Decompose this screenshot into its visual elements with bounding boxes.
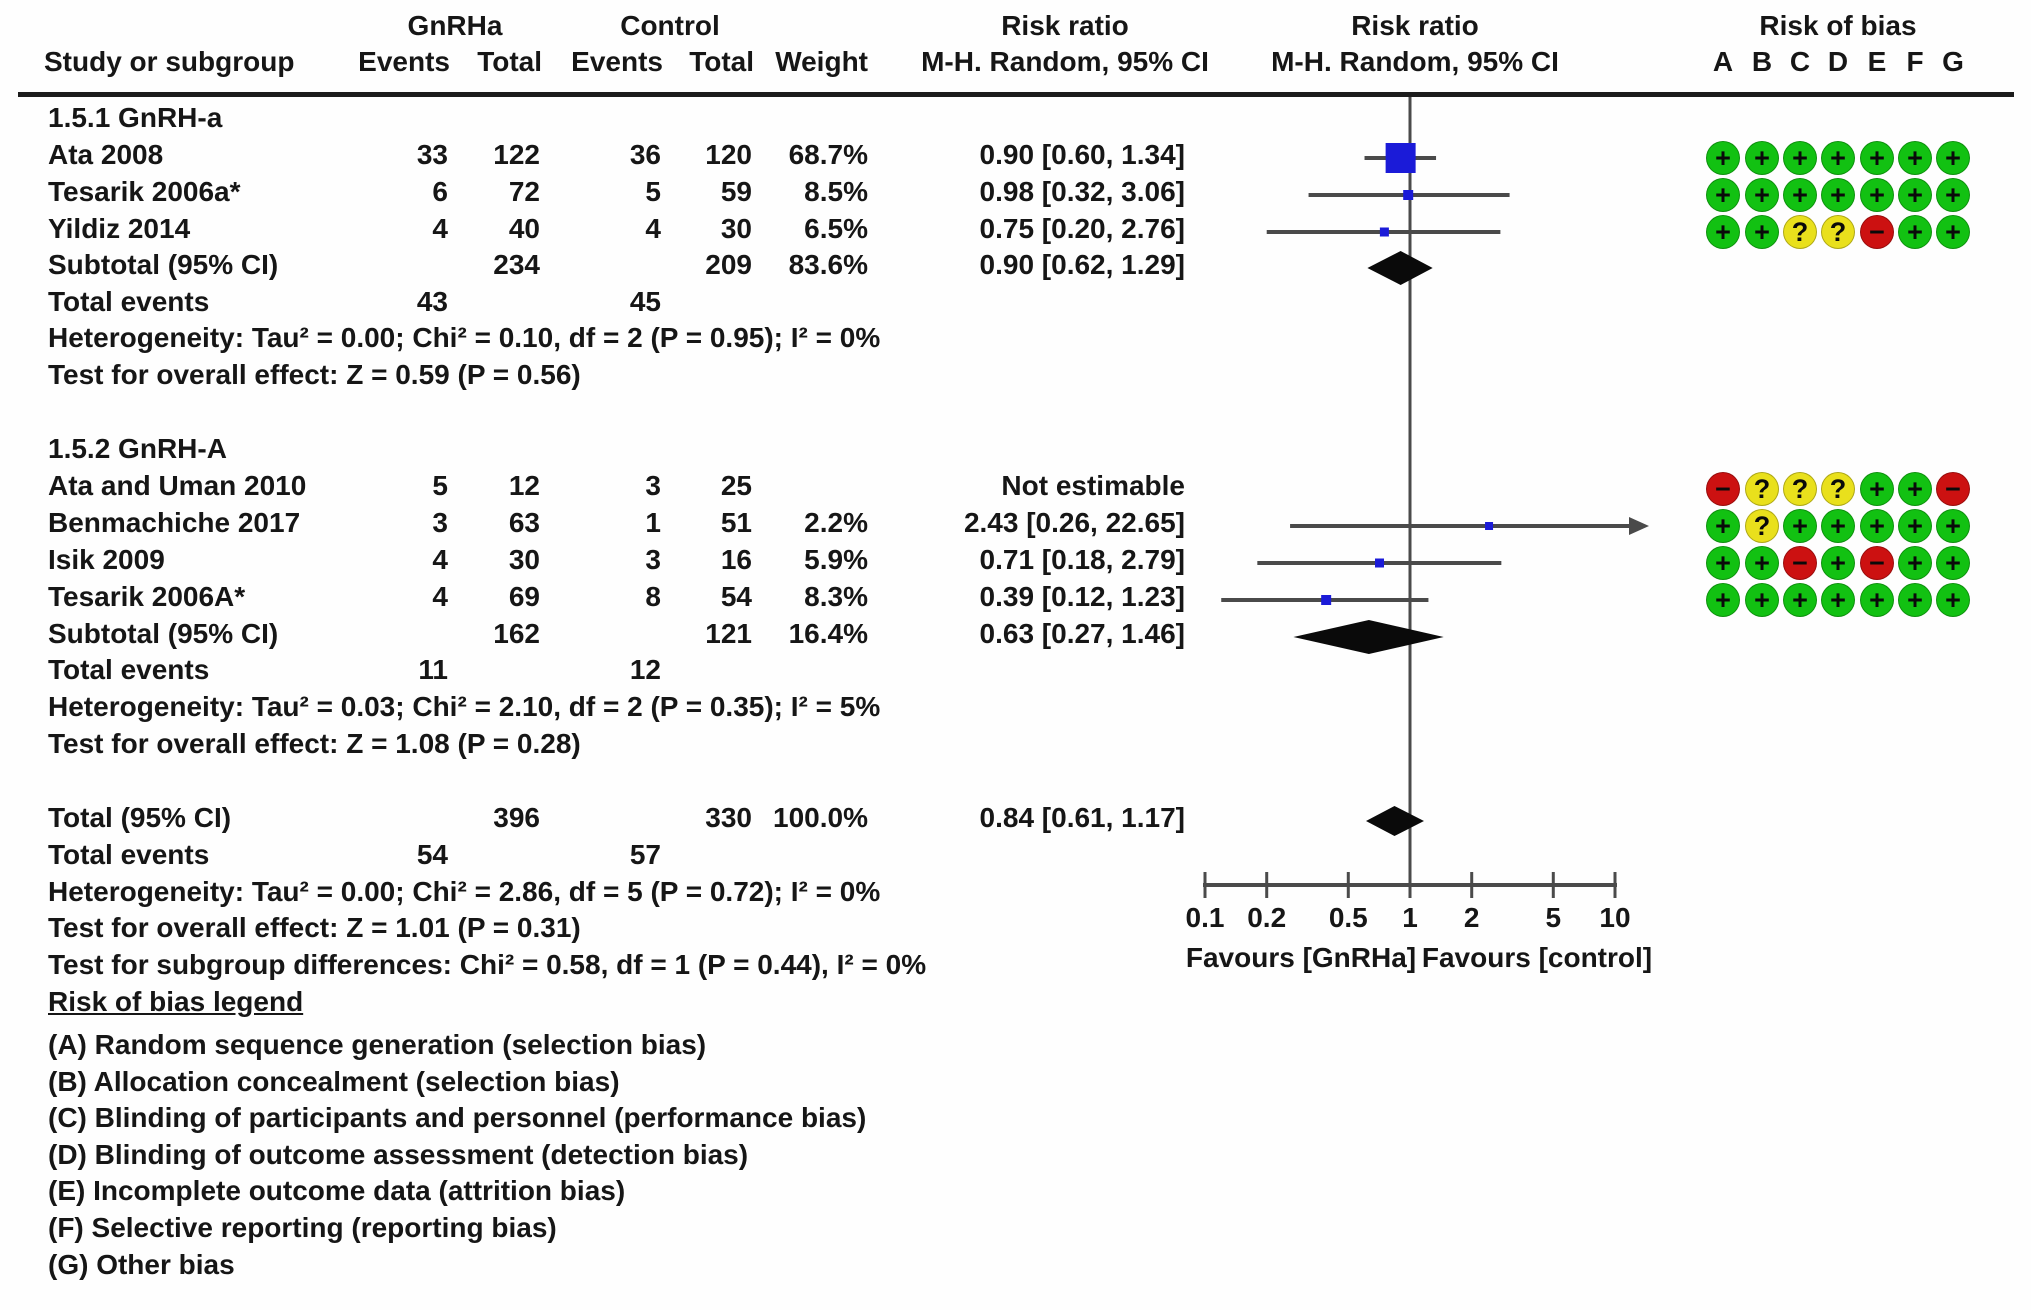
study-row-w: 8.3% <box>804 581 868 612</box>
study-row-e2: 1 <box>645 507 661 538</box>
axis-tick-label: 2 <box>1463 902 1480 933</box>
favours-left-label: Favours [GnRHa] <box>1185 942 1417 973</box>
weight-column-header: Weight <box>775 46 868 77</box>
study-row-t1: 63 <box>508 507 540 538</box>
study-row-rr-text: 0.98 [0.32, 3.06] <box>979 176 1185 207</box>
subgroup-differences-row-label: Test for subgroup differences: Chi² = 0.58, df = 1 (P = 0.44), I² = 0% <box>48 949 927 980</box>
rob-judgement-F-low: + <box>1898 215 1932 249</box>
legend-item-row-label: (A) Random sequence generation (selection bias) <box>48 1029 707 1060</box>
subtotal-row-t1: 234 <box>493 249 540 280</box>
rob-column-letter-G: G <box>1942 46 1964 77</box>
events-column-header-treatment: Events <box>358 46 450 77</box>
total-events-row-e1: 54 <box>416 839 448 870</box>
study-row-rr-text: 0.71 [0.18, 2.79] <box>979 544 1185 575</box>
subtotal-row-label: Subtotal (95% CI) <box>48 249 279 280</box>
rob-judgement-A-low: + <box>1706 583 1740 617</box>
total-events-row-label: Total events <box>48 286 210 317</box>
rob-judgement-A-low: + <box>1706 509 1740 543</box>
total-row-t1: 396 <box>493 802 540 833</box>
rob-judgement-A-low: + <box>1706 546 1740 580</box>
study-row-e2: 8 <box>645 581 661 612</box>
study-row-t1: 72 <box>508 176 540 207</box>
study-row-w: 8.5% <box>804 176 868 207</box>
subtotal-row-rr-text: 0.63 [0.27, 1.46] <box>979 618 1185 649</box>
study-row-e2: 3 <box>645 470 661 501</box>
study-row-t2: 54 <box>720 581 752 612</box>
study-row-label: Tesarik 2006A* <box>48 581 246 612</box>
subtotal-row-w: 83.6% <box>788 249 868 280</box>
study-row-t1: 12 <box>508 470 540 501</box>
total-row-label: Total (95% CI) <box>48 802 232 833</box>
legend-item-row-label: (C) Blinding of participants and personnel (performance bias) <box>48 1102 867 1133</box>
rob-judgement-D-low: + <box>1821 546 1855 580</box>
rob-judgement-E-low: + <box>1860 141 1894 175</box>
rob-judgement-G-low: + <box>1936 509 1970 543</box>
subtotal-row-t2: 209 <box>705 249 752 280</box>
rob-judgement-C-unclear: ? <box>1783 472 1817 506</box>
total-events-row-label: Total events <box>48 839 210 870</box>
effect-square <box>1380 228 1389 237</box>
rob-judgement-B-low: + <box>1745 583 1779 617</box>
rob-judgement-D-unclear: ? <box>1821 215 1855 249</box>
ci-arrow-right <box>1629 517 1649 535</box>
subtotal-row-label: Subtotal (95% CI) <box>48 618 279 649</box>
total-row-t2: 330 <box>705 802 752 833</box>
study-row-t1: 69 <box>508 581 540 612</box>
study-row-t2: 120 <box>705 139 752 170</box>
rob-judgement-G-high: − <box>1936 472 1970 506</box>
study-row-e2: 5 <box>645 176 661 207</box>
method-ci-header-text-col: M-H. Random, 95% CI <box>921 46 1209 77</box>
legend-item-row-label: (E) Incomplete outcome data (attrition bias) <box>48 1175 626 1206</box>
subtotal-row-t2: 121 <box>705 618 752 649</box>
study-row-e1: 4 <box>432 544 448 575</box>
rob-judgement-A-low: + <box>1706 178 1740 212</box>
rob-judgement-E-low: + <box>1860 472 1894 506</box>
study-row-e2: 3 <box>645 544 661 575</box>
total-diamond <box>1366 806 1424 836</box>
rob-judgement-C-low: + <box>1783 141 1817 175</box>
study-row-e1: 6 <box>432 176 448 207</box>
study-row-rr-text: 2.43 [0.26, 22.65] <box>963 507 1185 538</box>
rob-judgement-E-low: + <box>1860 509 1894 543</box>
rob-judgement-A-high: − <box>1706 472 1740 506</box>
rob-judgement-D-low: + <box>1821 509 1855 543</box>
study-row-label: Ata and Uman 2010 <box>48 470 307 501</box>
rob-judgement-F-low: + <box>1898 546 1932 580</box>
rob-judgement-B-unclear: ? <box>1745 472 1779 506</box>
total-column-header-control: Total <box>689 46 754 77</box>
study-row-t1: 40 <box>508 213 540 244</box>
total-row-w: 100.0% <box>773 802 868 833</box>
rob-judgement-C-low: + <box>1783 583 1817 617</box>
rob-judgement-D-unclear: ? <box>1821 472 1855 506</box>
study-row-t2: 16 <box>720 544 752 575</box>
study-row-w: 5.9% <box>804 544 868 575</box>
study-row-rr-text: 0.90 [0.60, 1.34] <box>979 139 1185 170</box>
total-events-row-label: Total events <box>48 654 210 685</box>
study-row-w: 6.5% <box>804 213 868 244</box>
risk-ratio-plot-header: Risk ratio <box>1351 10 1479 41</box>
total-events-row-e1: 11 <box>418 654 448 685</box>
study-row-w: 68.7% <box>788 139 868 170</box>
legend-item-row-label: (B) Allocation concealment (selection bias) <box>48 1066 620 1097</box>
rob-judgement-F-low: + <box>1898 178 1932 212</box>
study-row-e2: 4 <box>645 213 661 244</box>
study-row-w: 2.2% <box>804 507 868 538</box>
rob-judgement-B-low: + <box>1745 546 1779 580</box>
rob-judgement-G-low: + <box>1936 178 1970 212</box>
total-row-rr-text: 0.84 [0.61, 1.17] <box>979 802 1185 833</box>
study-row-label: Isik 2009 <box>48 544 165 575</box>
study-row-t2: 59 <box>720 176 752 207</box>
rob-judgement-B-unclear: ? <box>1745 509 1779 543</box>
axis-tick-label: 10 <box>1599 902 1631 933</box>
study-row-e1: 3 <box>432 507 448 538</box>
rob-judgement-D-low: + <box>1821 178 1855 212</box>
total-column-header-treatment: Total <box>477 46 542 77</box>
legend-item-row-label: (F) Selective reporting (reporting bias) <box>48 1212 557 1243</box>
rob-judgement-F-low: + <box>1898 141 1932 175</box>
study-row-rr-text: 0.39 [0.12, 1.23] <box>979 581 1185 612</box>
axis-tick-label: 0.5 <box>1328 902 1368 933</box>
rob-judgement-B-low: + <box>1745 141 1779 175</box>
subtotal-row-t1: 162 <box>493 618 540 649</box>
study-row-label: Ata 2008 <box>48 139 164 170</box>
rob-judgement-D-low: + <box>1821 141 1855 175</box>
rob-judgement-F-low: + <box>1898 509 1932 543</box>
study-row-e2: 36 <box>629 139 661 170</box>
favours-right-label: Favours [control] <box>1421 942 1653 973</box>
rob-judgement-C-unclear: ? <box>1783 215 1817 249</box>
study-row-t2: 30 <box>720 213 752 244</box>
rob-judgement-B-low: + <box>1745 215 1779 249</box>
risk-ratio-text-header: Risk ratio <box>1001 10 1129 41</box>
rob-judgement-G-low: + <box>1936 215 1970 249</box>
rob-judgement-B-low: + <box>1745 178 1779 212</box>
study-row-label: Benmachiche 2017 <box>48 507 301 538</box>
control-group-header: Control <box>620 10 720 41</box>
axis-tick-label: 0.2 <box>1247 902 1287 933</box>
study-row-label: Yildiz 2014 <box>48 213 191 244</box>
effect-square <box>1321 595 1331 605</box>
study-row-e1: 4 <box>432 213 448 244</box>
rob-judgement-C-low: + <box>1783 509 1817 543</box>
subtotal-diamond <box>1367 251 1432 285</box>
study-column-header: Study or subgroup <box>44 46 295 77</box>
study-row-e1: 4 <box>432 581 448 612</box>
heterogeneity-row-label: Heterogeneity: Tau² = 0.00; Chi² = 0.10, df = 2 (P = 0.95); I² = 0% <box>48 322 881 353</box>
total-events-row-e2: 12 <box>629 654 661 685</box>
subtotal-row-w: 16.4% <box>788 618 868 649</box>
risk-of-bias-header: Risk of bias <box>1759 10 1917 41</box>
effect-square <box>1403 190 1413 200</box>
axis-tick-label: 0.1 <box>1185 902 1225 933</box>
rob-judgement-A-low: + <box>1706 215 1740 249</box>
rob-judgement-E-high: − <box>1860 215 1894 249</box>
rob-judgement-D-low: + <box>1821 583 1855 617</box>
overall-effect-row-label: Test for overall effect: Z = 1.08 (P = 0.28) <box>48 728 581 759</box>
study-row-e1: 33 <box>416 139 448 170</box>
treatment-group-header: GnRHa <box>407 10 503 41</box>
effect-square <box>1485 522 1493 530</box>
study-row-t2: 51 <box>720 507 752 538</box>
rob-column-letter-D: D <box>1827 46 1849 77</box>
rob-judgement-C-high: − <box>1783 546 1817 580</box>
rob-judgement-E-low: + <box>1860 583 1894 617</box>
rob-judgement-G-low: + <box>1936 546 1970 580</box>
study-row-t2: 25 <box>720 470 752 501</box>
legend-item-row-label: (D) Blinding of outcome assessment (detection bias) <box>48 1139 749 1170</box>
study-row-rr-text: 0.75 [0.20, 2.76] <box>979 213 1185 244</box>
rob-judgement-F-low: + <box>1898 472 1932 506</box>
total-events-row-e1: 43 <box>416 286 448 317</box>
method-ci-header-plot-col: M-H. Random, 95% CI <box>1271 46 1559 77</box>
axis-tick-label: 5 <box>1545 902 1562 933</box>
heterogeneity-row-label: Heterogeneity: Tau² = 0.03; Chi² = 2.10, df = 2 (P = 0.35); I² = 5% <box>48 691 881 722</box>
rob-judgement-A-low: + <box>1706 141 1740 175</box>
group-label-row-label: 1.5.2 GnRH-A <box>48 433 227 464</box>
subtotal-diamond <box>1293 620 1443 654</box>
subtotal-row-rr-text: 0.90 [0.62, 1.29] <box>979 249 1185 280</box>
rob-judgement-E-high: − <box>1860 546 1894 580</box>
group-label-row-label: 1.5.1 GnRH-a <box>48 102 223 133</box>
study-row-t1: 30 <box>508 544 540 575</box>
total-events-row-e2: 45 <box>629 286 661 317</box>
rob-column-letter-F: F <box>1906 46 1924 77</box>
rob-column-letter-B: B <box>1751 46 1773 77</box>
rob-judgement-E-low: + <box>1860 178 1894 212</box>
rob-judgement-C-low: + <box>1783 178 1817 212</box>
total-events-row-e2: 57 <box>629 839 661 870</box>
overall-effect-row-label: Test for overall effect: Z = 0.59 (P = 0.56) <box>48 359 581 390</box>
rob-judgement-G-low: + <box>1936 141 1970 175</box>
overall-effect-row-label: Test for overall effect: Z = 1.01 (P = 0.31) <box>48 912 581 943</box>
heterogeneity-row-label: Heterogeneity: Tau² = 0.00; Chi² = 2.86, df = 5 (P = 0.72); I² = 0% <box>48 876 881 907</box>
rob-column-letter-E: E <box>1867 46 1887 77</box>
events-column-header-control: Events <box>571 46 663 77</box>
axis-tick-label: 1 <box>1402 902 1418 933</box>
rob-judgement-G-low: + <box>1936 583 1970 617</box>
effect-square <box>1386 143 1416 173</box>
effect-square <box>1375 559 1384 568</box>
legend-title-row-label: Risk of bias legend <box>48 986 304 1017</box>
study-row-label: Tesarik 2006a* <box>48 176 241 207</box>
rob-judgement-F-low: + <box>1898 583 1932 617</box>
legend-item-row-label: (G) Other bias <box>48 1249 235 1280</box>
rob-column-letter-C: C <box>1789 46 1811 77</box>
study-row-rr-text: Not estimable <box>1001 470 1185 501</box>
study-row-e1: 5 <box>432 470 448 501</box>
study-row-t1: 122 <box>493 139 540 170</box>
rob-column-letter-A: A <box>1712 46 1734 77</box>
